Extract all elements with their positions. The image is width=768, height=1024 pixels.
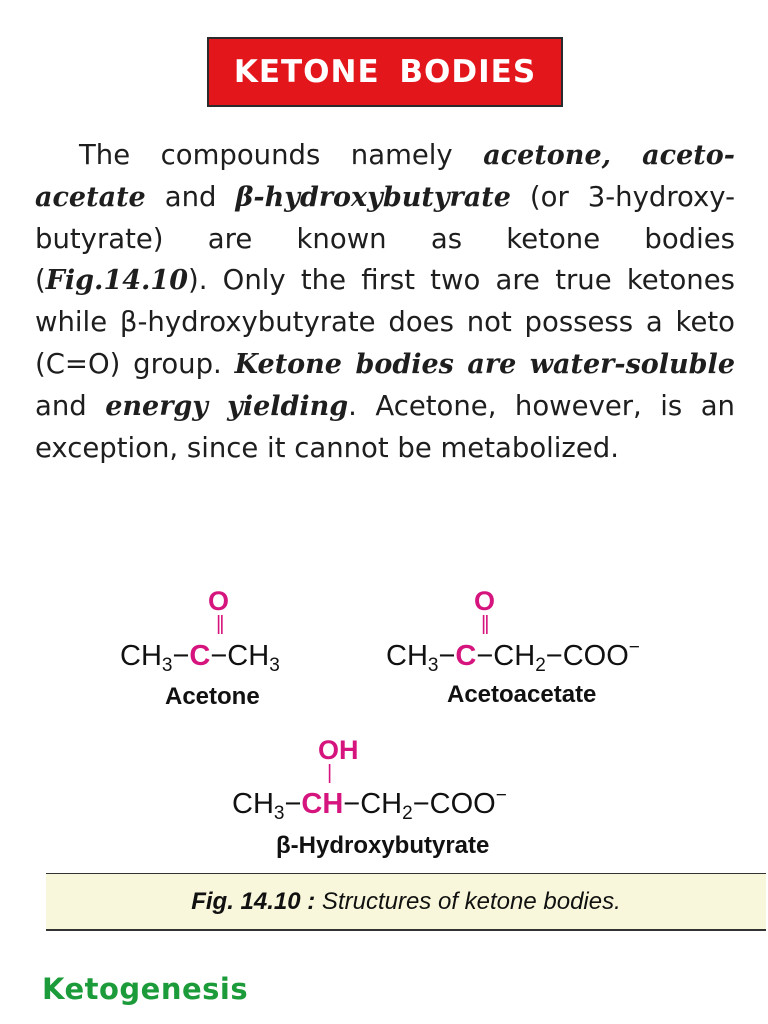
para-text: and	[145, 180, 236, 213]
acetoacetate-formula: $CH_3-C-CH_2-COO^-$	[386, 637, 640, 676]
figure-caption	[191, 888, 621, 916]
section-heading: Ketogenesis	[42, 972, 249, 1006]
para-emphasis-acetone: acetone, aceto-acetate	[35, 140, 735, 213]
section-title-banner	[207, 37, 563, 107]
intro-paragraph	[35, 135, 735, 469]
hydroxybutyrate-single-bond: |	[327, 762, 333, 784]
acetone-oxygen: O	[208, 586, 230, 616]
figure-caption-box	[46, 873, 766, 931]
para-text: . Acetone, however, is an exception, since it cannot be metabolized.	[35, 389, 735, 464]
para-emphasis-hydroxybutyrate: β-hydroxybutyrate	[235, 181, 511, 213]
acetone-double-bond: ||	[216, 613, 223, 635]
section-title: KETONE BODIES	[233, 54, 537, 90]
para-text: (or 3-hydroxy-butyrate) are known as ketone bodies (	[35, 180, 735, 297]
acetoacetate-name: Acetoacetate	[447, 681, 597, 708]
hydroxybutyrate-hydroxyl: OH	[318, 735, 359, 765]
figure-label: Fig. 14.10 :	[191, 887, 316, 915]
para-text: The compounds namely	[79, 139, 484, 171]
acetoacetate-double-bond: ||	[481, 613, 488, 635]
acetone-formula: $CH_3-C-CH_3$	[120, 640, 280, 676]
para-text: ). Only the first two are true ketones while β-hydroxybutyrate does not possess a keto (C=O) group.	[35, 264, 735, 380]
acetoacetate-oxygen: O	[474, 586, 496, 616]
figure-caption-text: Structures of ketone bodies.	[315, 887, 621, 915]
figure-reference: Fig.14.10	[45, 265, 188, 297]
para-emphasis-water-soluble: Ketone bodies are water-soluble	[234, 348, 735, 380]
hydroxybutyrate-formula: $CH_3-CH-CH_2-COO^-$	[232, 785, 507, 824]
para-text: and	[35, 389, 106, 422]
acetone-name: Acetone	[165, 683, 260, 710]
hydroxybutyrate-name: β-Hydroxybutyrate	[276, 832, 490, 859]
para-emphasis-energy: energy yielding	[105, 390, 349, 422]
